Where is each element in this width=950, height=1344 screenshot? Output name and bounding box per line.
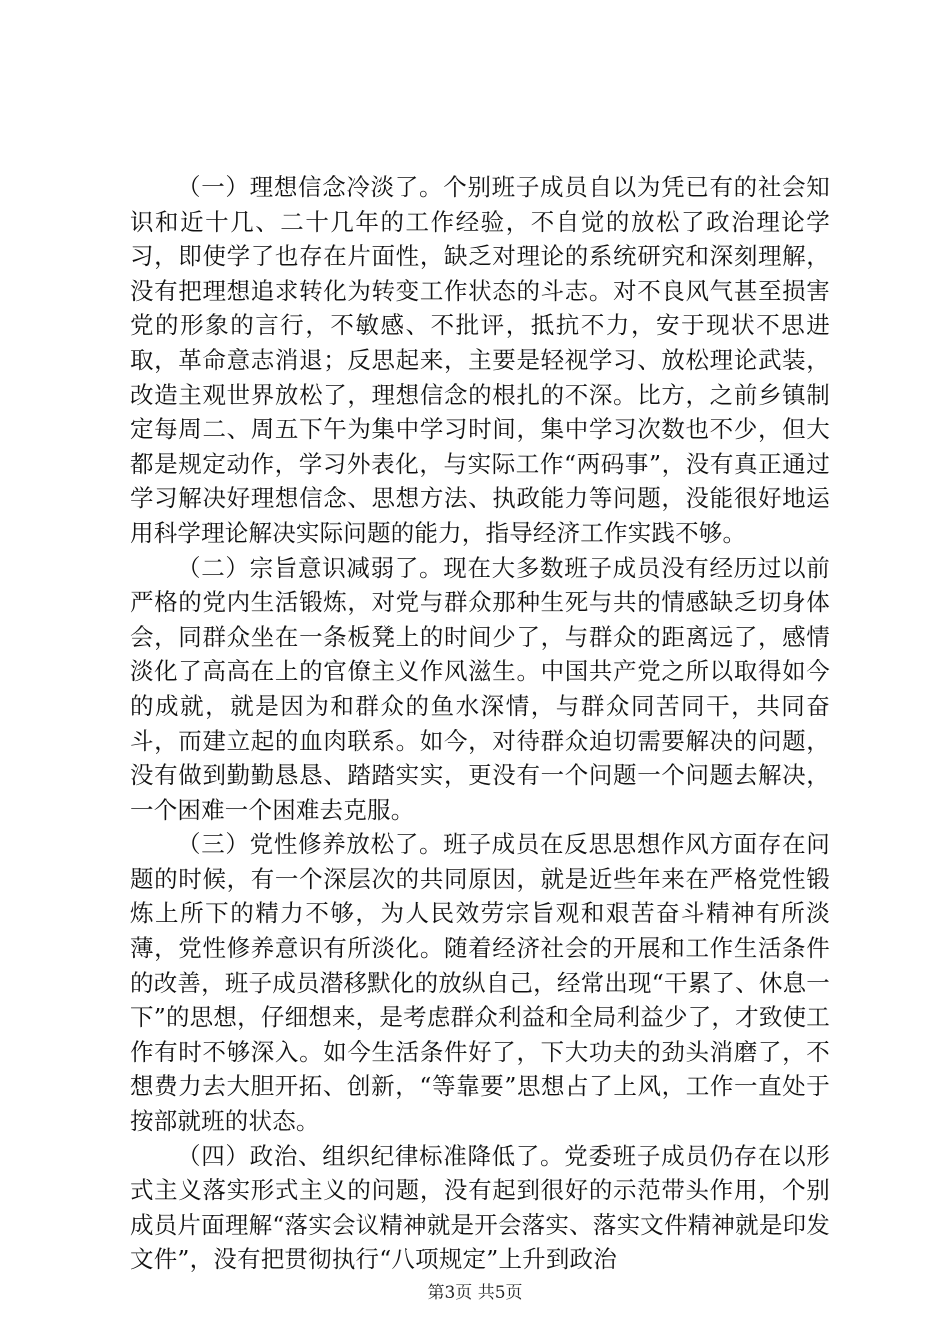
paragraph-3: （三）党性修养放松了。班子成员在反思思想作风方面存在问题的时候，有一个深层次的共同原因，就是近些年来在严格党性锻炼上所下的精力不够，为人民效劳宗旨观和艰苦奋斗精神有所淡薄，党性修养意识有所淡化。随着经济社会的开展和工作生活条件的改善，班子成员潜移默化的放纵自己，经常出现“干累了、休息一下”的思想，仔细想来，是考虑群众利益和全局利益少了，才致使工作有时不够深入。如今生活条件好了，下大功夫的劲头消磨了，不想费力去大胆开拓、创新，“等靠要”思想占了上风，工作一直处于按部就班的状态。	[130, 830, 830, 1136]
page-number: 第3页 共5页	[427, 1283, 523, 1303]
body-text	[130, 170, 830, 1277]
paragraph-1: （一）理想信念冷淡了。个别班子成员自以为凭已有的社会知识和近十几、二十几年的工作经验，不自觉的放松了政治理论学习，即使学了也存在片面性，缺乏对理论的系统研究和深刻理解，没有把理想追求转化为转变工作状态的斗志。对不良风气甚至损害党的形象的言行，不敏感、不批评，抵抗不力，安于现状不思进取，革命意志消退；反思起来，主要是轻视学习、放松理论武装，改造主观世界放松了，理想信念的根扎的不深。比方，之前乡镇制定每周二、周五下午为集中学习时间，集中学习次数也不少，但大都是规定动作，学习外表化，与实际工作“两码事”，没有真正通过学习解决好理想信念、思想方法、执政能力等问题，没能很好地运用科学理论解决实际问题的能力，指导经济工作实践不够。	[130, 173, 830, 547]
page-footer	[0, 1282, 950, 1304]
paragraph-4: （四）政治、组织纪律标准降低了。党委班子成员仍存在以形式主义落实形式主义的问题，没有起到很好的示范带头作用，个别成员片面理解“落实会议精神就是开会落实、落实文件精神就是印发文件”，没有把贯彻执行“八项规定”上升到政治	[130, 1141, 830, 1274]
paragraph-2: （二）宗旨意识减弱了。现在大多数班子成员没有经历过以前严格的党内生活锻炼，对党与群众那种生死与共的情感缺乏切身体会，同群众坐在一条板凳上的时间少了，与群众的距离远了，感情淡化了高高在上的官僚主义作风滋生。中国共产党之所以取得如今的成就，就是因为和群众的鱼水深情，与群众同苦同干，共同奋斗，而建立起的血肉联系。如今，对待群众迫切需要解决的问题，没有做到勤勤恳恳、踏踏实实，更没有一个问题一个问题去解决，一个困难一个困难去克服。	[130, 553, 830, 824]
